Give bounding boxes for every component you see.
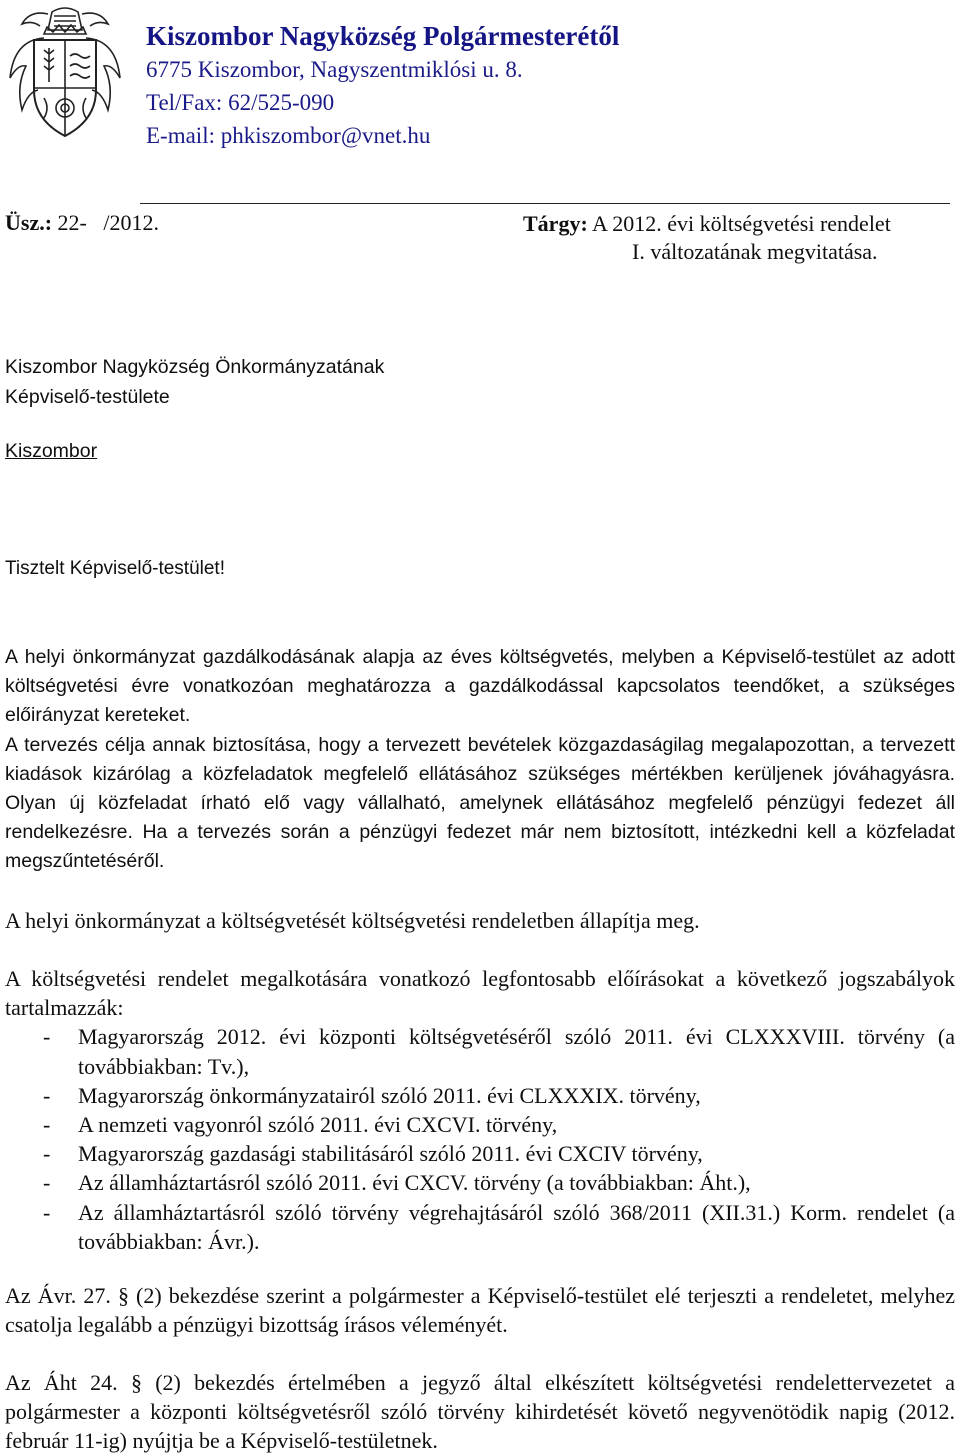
body-block-4 bbox=[5, 1281, 955, 1339]
body-block-2 bbox=[5, 906, 955, 935]
letterhead bbox=[146, 20, 619, 152]
subject-line-1: A 2012. évi költségvetési rendelet bbox=[587, 211, 891, 236]
subject bbox=[523, 210, 891, 266]
paragraph-budget-basis: A helyi önkormányzat gazdálkodásának alapja az éves költségvetés, melyben a Képviselő-testület az adott költségvetési évre vonatkozóan meghatározza a gazdálkodással kapcsolatos teendőket, a szükséges előirányzat kereteket. bbox=[5, 646, 955, 727]
letterhead-phone: Tel/Fax: 62/525-090 bbox=[146, 90, 335, 115]
paragraph-planning-goal: A tervezés célja annak biztosítása, hogy a tervezett bevételek közgazdaságilag megalapozottan, a tervezett kiadások kizárólag a közfeladatok megfelelő ellátásához szükséges mértékben kerüljenek jóváhagyásra. Olyan új közfeladat írható elő vagy vállalható, amelynek ellátásához megfelelő pénzügyi fedezet áll rendelkezésre. Ha a tervezés során a pénzügyi fedezet már nem biztosított, intézkedni kell a közfeladat megszűntetéséről. bbox=[5, 733, 955, 873]
list-item bbox=[5, 1110, 955, 1139]
coat-of-arms-icon bbox=[4, 4, 126, 152]
list-item bbox=[5, 1081, 955, 1110]
letterhead-title: Kiszombor Nagyközség Polgármesterétől bbox=[146, 21, 620, 51]
list-dash: - bbox=[43, 1112, 51, 1138]
reference-value: 22- /2012. bbox=[52, 210, 159, 235]
paragraph-legal-basis: A költségvetési rendelet megalkotására vonatkozó legfontosabb előírásokat a következő jogszabályok tartalmazzák: bbox=[5, 966, 955, 1021]
subject-label: Tárgy: bbox=[523, 211, 588, 236]
addressee-city: Kiszombor bbox=[5, 440, 98, 462]
law-list bbox=[5, 1022, 955, 1256]
body-block-1 bbox=[5, 643, 955, 877]
greeting: Tisztelt Képviselő-testület! bbox=[5, 558, 225, 579]
list-dash: - bbox=[43, 1024, 51, 1050]
list-item bbox=[5, 1198, 955, 1256]
body-block-5 bbox=[5, 1368, 955, 1456]
header-divider bbox=[140, 203, 950, 204]
law-item-2: Magyarország önkormányzatairól szóló 2011. évi CLXXXIX. törvény, bbox=[78, 1082, 701, 1108]
list-dash: - bbox=[43, 1141, 51, 1167]
body-block-3 bbox=[5, 964, 955, 1256]
subject-line-2: I. változatának megvitatása. bbox=[632, 239, 878, 264]
paragraph-budget-decree: A helyi önkormányzat a költségvetését költségvetési rendeletben állapítja meg. bbox=[5, 908, 700, 933]
law-item-1: Magyarország 2012. évi központi költségvetéséről szóló 2011. évi CLXXXVIII. törvény (a továbbiakban: Tv.), bbox=[78, 1024, 955, 1079]
reference-number bbox=[5, 210, 159, 236]
law-item-5: Az államháztartásról szóló 2011. évi CXCV. törvény (a továbbiakban: Áht.), bbox=[78, 1170, 751, 1196]
letterhead-address: 6775 Kiszombor, Nagyszentmiklósi u. 8. bbox=[146, 57, 523, 82]
law-item-4: Magyarország gazdasági stabilitásáról szóló 2011. évi CXCIV törvény, bbox=[78, 1141, 703, 1167]
reference-label: Üsz.: bbox=[5, 210, 53, 235]
addressee bbox=[5, 352, 384, 412]
letterhead-email: E-mail: phkiszombor@vnet.hu bbox=[146, 123, 431, 148]
addressee-line-2: Képviselő-testülete bbox=[5, 386, 170, 408]
law-item-6: Az államháztartásról szóló törvény végrehajtásáról szóló 368/2011 (XII.31.) Korm. rendelet (a továbbiakban: Ávr.). bbox=[78, 1199, 955, 1254]
list-dash: - bbox=[43, 1170, 51, 1196]
list-item bbox=[5, 1022, 955, 1080]
list-item bbox=[5, 1139, 955, 1168]
list-item bbox=[5, 1168, 955, 1197]
list-dash: - bbox=[43, 1199, 51, 1225]
list-dash: - bbox=[43, 1082, 51, 1108]
paragraph-aht-24: Az Áht 24. § (2) bekezdés értelmében a jegyző által elkészített költségvetési rendelettervezetet a polgármester a központi költségvetésről szóló törvény kihirdetését követő negyvenötödik napig (2012. február 11-ig) nyújtja be a Képviselő-testületnek. bbox=[5, 1370, 955, 1454]
paragraph-avr-27: Az Ávr. 27. § (2) bekezdése szerint a polgármester a Képviselő-testület elé terjeszti a rendeletet, melyhez csatolja legalább a pénzügyi bizottság írásos véleményét. bbox=[5, 1283, 955, 1338]
addressee-line-1: Kiszombor Nagyközség Önkormányzatának bbox=[5, 356, 385, 378]
law-item-3: A nemzeti vagyonról szóló 2011. évi CXCVI. törvény, bbox=[78, 1112, 558, 1138]
